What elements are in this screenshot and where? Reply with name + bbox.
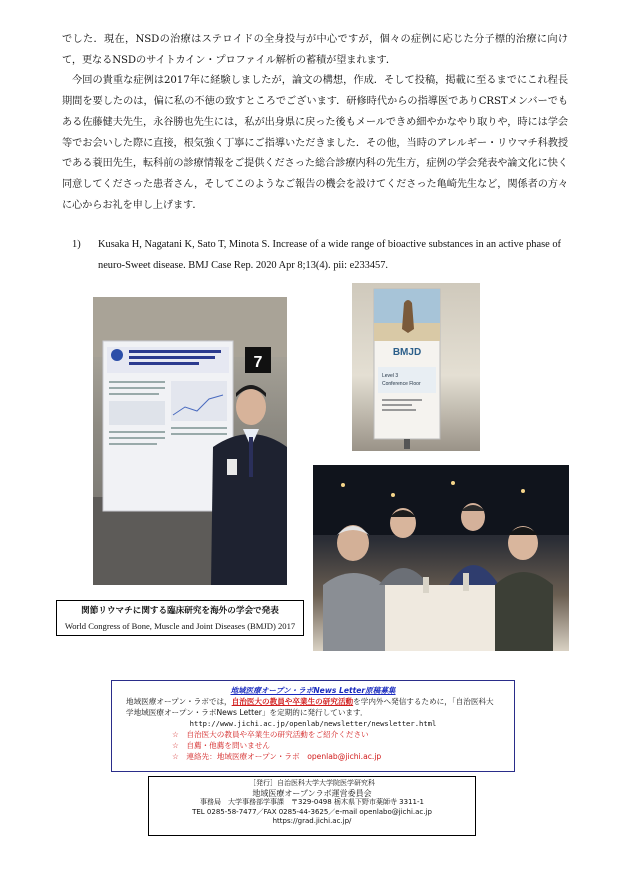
publisher-website-link[interactable]: https://grad.jichi.ac.jp/ [272, 817, 352, 826]
poster-number: 7 [253, 354, 263, 371]
notice-desc-part1: 地域医療オープン・ラボでは， [126, 697, 232, 706]
notice-desc-part2: を学内外へ発信するために，「自治医科大学地域医療オープン・ラボNews Letter」を定期的に発行しています． [126, 697, 494, 717]
caption-english: World Congress of Bone, Muscle and Joint Diseases (BMJD) 2017 [64, 621, 296, 631]
publisher-contact: TEL 0285-58-7477／FAX 0285-44-3625／e-mail openlabo@jichi.ac.jp [192, 807, 432, 816]
reference-text: Kusaka H, Nagatani K, Sato T, Minota S. Increase of a wide range of bioactive substances in an active phase of neuro-Sweet disease. BMJ Case Rep. 2020 Apr 8;13(4). pii: e233457. [98, 239, 562, 271]
reference-item [62, 234, 568, 276]
publisher-footer [148, 776, 476, 836]
notice-item-2: ☆ 自薦・他薦を問いません [172, 741, 270, 750]
publisher-line: ［発行］自治医科大学大学院医学研究科 [249, 779, 375, 787]
reference-number: 1) [72, 239, 81, 250]
banner-brand: BMJD [392, 347, 422, 358]
newsletter-call-for-papers [111, 680, 515, 772]
contact-label: ☆ 連絡先：地域医療オープン・ラボ [172, 752, 300, 761]
notice-title: 地域医療オープン・ラボNews Letter原稿募集 [230, 686, 396, 695]
banner-floor: Conference Floor [382, 381, 421, 387]
group-dinner-photo [313, 465, 569, 651]
body-paragraph-1: でした．現在，NSDの治療はステロイドの全身投与が中心ですが，個々の症例に応じた分子標的治療に向けて，更なるNSDのサイトカイン・プロファイル解析の蓄積が望まれます． [62, 34, 568, 66]
notice-item-3 [172, 751, 514, 762]
person-head [236, 389, 266, 425]
notice-desc-highlight: 自治医大の教員や卒業生の研究活動 [231, 697, 354, 706]
poster-logo-icon [111, 349, 123, 361]
photo-caption [56, 600, 304, 636]
contact-email-link[interactable]: openlab@jichi.ac.jp [307, 752, 382, 761]
article-body [62, 30, 568, 216]
newsletter-url-link[interactable]: http://www.jichi.ac.jp/openlab/newsletter/newsletter.html [189, 719, 437, 728]
bmjd-banner-photo [352, 283, 480, 451]
caption-japanese: 関節リウマチに関する臨床研究を海外の学会で発表 [81, 606, 279, 616]
banner-photo-illustration [352, 283, 480, 451]
publisher-address: 事務局 大学事務部学事課 〒329-0498 栃木県下野市薬師寺 3311-1 [200, 798, 424, 807]
notice-description [126, 696, 500, 718]
dinner-photo-illustration [313, 465, 569, 651]
poster-presentation-photo [93, 297, 287, 585]
poster-photo-illustration [93, 297, 287, 585]
banner-level: Level 3 [382, 373, 399, 379]
publisher-organization: 地域医療オープンラボ運営委員会 [252, 788, 372, 798]
notice-item-1: ☆ 自治医大の教員や卒業生の研究活動をご紹介ください [172, 730, 369, 739]
body-paragraph-2: 今回の貴重な症例は2017年に経験しましたが，論文の構想，作成．そして投稿，掲載に至るまでにこれ程長期間を要したのは，偏に私の不徳の致すところでございます．研修時代からの指導医でありCRSTメンバーでもある佐藤健夫先生，永谷勝也先生には，私が出身県に戻った後もメールできめ細やかなやり取りや，時には学会等でお会いした際に直接，根気強く丁寧にご指導いただきました．その他，当時のアレルギー・リウマチ科教授である蓑田先生，転科前の診療情報をご提供くださった総合診療内科の先生方，症例の学会発表や論文化に快く同意してくださった患者さん，そしてこのようなご報告の機会を設けてくださった亀崎先生など，関係者の方々に心からお礼を申し上げます． [62, 75, 568, 211]
